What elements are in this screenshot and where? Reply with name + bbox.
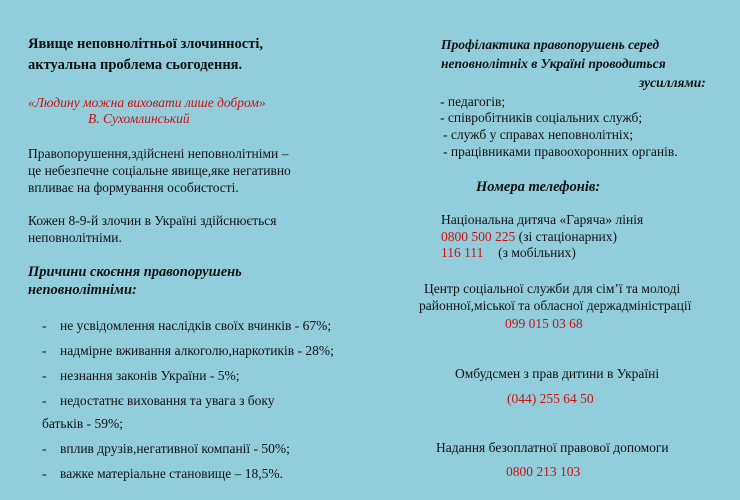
center-label-line-1: Центр соціальної служби для сім’ї та молоді: [424, 281, 681, 296]
prevention-heading-line-3: зусиллями:: [639, 75, 706, 90]
list-item: недостатнє виховання та увага з боку: [60, 393, 275, 408]
ombudsman-label: Омбудсмен з прав дитини в Україні: [455, 366, 660, 381]
list-bullet: -: [42, 368, 47, 383]
list-item: - служб у справах неповнолітніх;: [443, 127, 634, 142]
prevention-heading-line-2: неповнолітніх в Україні проводиться: [441, 56, 666, 71]
list-item: важке матеріальне становище – 18,5%.: [60, 466, 283, 481]
legal-aid-phone[interactable]: 0800 213 103: [506, 464, 581, 479]
hotline-mobile-phone[interactable]: 116 111: [441, 245, 484, 260]
phones-heading: Номера телефонів:: [476, 179, 601, 195]
list-bullet: -: [42, 318, 47, 333]
hotline-mobile-note: (з мобільних): [498, 245, 576, 260]
list-item: - співробітників соціальних служб;: [440, 110, 643, 125]
left-title-line-2: актуальна проблема сьогодення.: [28, 57, 243, 73]
paragraph-line: Правопорушення,здійснені неповнолітніми –: [28, 146, 289, 161]
list-item: незнання законів України - 5%;: [60, 368, 240, 383]
list-item: вплив друзів,негативної компанії - 50%;: [60, 441, 290, 456]
list-item: - педагогів;: [440, 94, 506, 109]
list-bullet: -: [42, 466, 47, 481]
list-bullet: -: [42, 393, 47, 408]
hotline-mobile-row: [441, 245, 576, 261]
causes-heading-line-2: неповнолітніми:: [28, 282, 137, 298]
list-bullet: -: [42, 343, 47, 358]
hotline-phone[interactable]: 0800 500 225: [441, 229, 516, 244]
list-bullet: -: [42, 441, 47, 456]
paragraph-line: це небезпечне соціальне явище,яке негативно: [28, 163, 291, 178]
legal-aid-label: Надання безоплатної правової допомоги: [436, 440, 669, 455]
center-label-line-2: районної,міської та обласної держадміністрації: [419, 298, 692, 313]
causes-heading-line-1: Причини скоєння правопорушень: [28, 264, 242, 280]
paragraph-line: Кожен 8-9-й злочин в Україні здійснюється: [28, 213, 277, 228]
quote-author: В. Сухомлинський: [88, 111, 190, 126]
paragraph-line: неповнолітніми.: [28, 230, 122, 245]
hotline-phone-row: [441, 229, 617, 245]
list-item: надмірне вживання алкоголю,наркотиків - 28%;: [60, 343, 334, 358]
hotline-phone-note: (зі стаціонарних): [518, 229, 618, 244]
center-phone[interactable]: 099 015 03 68: [505, 316, 583, 331]
left-title-line-1: Явище неповнолітньої злочинності,: [28, 36, 263, 52]
paragraph-line: впливає на формування особистості.: [28, 180, 239, 195]
list-item-continuation: батьків - 59%;: [42, 416, 123, 431]
hotline-label: Національна дитяча «Гаряча» лінія: [441, 212, 644, 227]
list-item: - працівниками правоохоронних органів.: [443, 144, 678, 159]
prevention-heading-line-1: Профілактика правопорушень серед: [441, 37, 660, 52]
ombudsman-phone[interactable]: (044) 255 64 50: [507, 391, 594, 406]
list-item: не усвідомлення наслідків своїх вчинків - 67%;: [60, 318, 332, 333]
quote: «Людину можна виховати лише добром»: [28, 95, 266, 110]
